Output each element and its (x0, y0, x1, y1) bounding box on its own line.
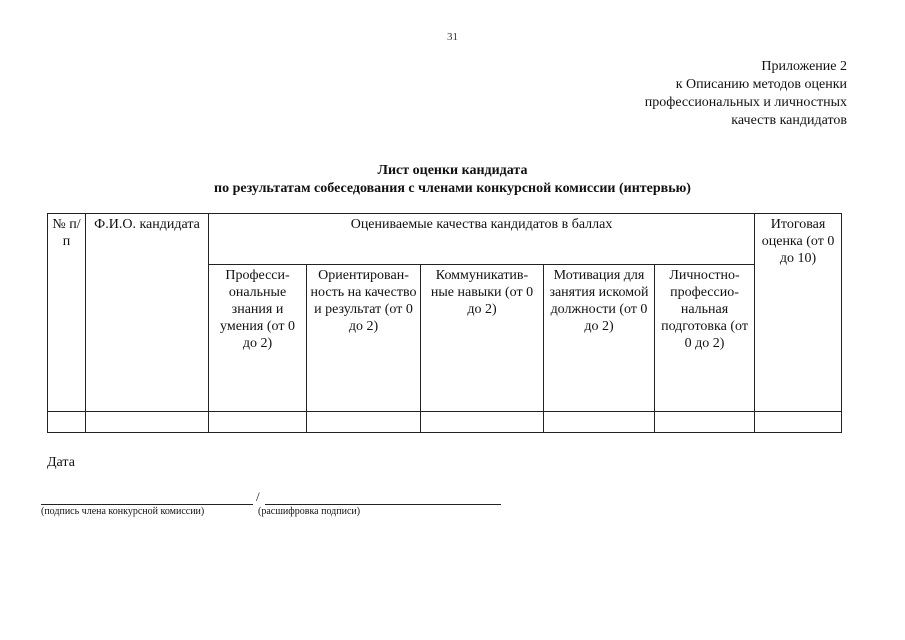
appendix-line: профессиональных и личностных (644, 95, 847, 110)
table-cell[interactable] (48, 412, 86, 433)
header-professional-knowledge: Професси- ональные знания и умения (от 0 до 2) (209, 265, 307, 412)
title-line-2: по результатам собеседования с членами конкурсной комиссии (интервью) (214, 181, 691, 196)
evaluation-table (47, 213, 842, 433)
decoding-caption: (расшифровка подписи) (258, 506, 361, 517)
appendix-line: Приложение 2 (761, 59, 847, 74)
appendix-line: качеств кандидатов (731, 113, 847, 128)
appendix-header (645, 58, 847, 130)
header-personal-professional-training: Личностно- профессио- нальная подготовка (от 0 до 2) (655, 265, 755, 412)
table-row (48, 412, 842, 433)
page-number: 31 (447, 31, 458, 43)
header-communication-skills: Коммуникатив- ные навыки (от 0 до 2) (421, 265, 544, 412)
table-cell[interactable] (307, 412, 421, 433)
table-cell[interactable] (209, 412, 307, 433)
header-quality-orientation: Ориентирован- ность на качество и результат (от 0 до 2) (307, 265, 421, 412)
signature-caption: (подпись члена конкурсной комиссии) (41, 506, 205, 517)
table-cell[interactable] (544, 412, 655, 433)
header-motivation: Мотивация для занятия искомой должности (от 0 до 2) (544, 265, 655, 412)
table-cell[interactable] (86, 412, 209, 433)
signature-separator: / (256, 489, 260, 504)
table-cell[interactable] (655, 412, 755, 433)
table-cell[interactable] (421, 412, 544, 433)
decoding-line[interactable] (265, 504, 501, 505)
header-number: № п/п (48, 214, 86, 412)
title-line-1: Лист оценки кандидата (377, 163, 528, 178)
header-candidate-name: Ф.И.О. кандидата (86, 214, 209, 412)
header-total-score: Итоговая оценка (от 0 до 10) (755, 214, 842, 412)
table-cell[interactable] (755, 412, 842, 433)
header-qualities-group: Оцениваемые качества кандидатов в баллах (209, 214, 755, 265)
date-label: Дата (47, 455, 75, 470)
signature-line[interactable] (41, 504, 253, 505)
appendix-line: к Описанию методов оценки (675, 77, 847, 92)
document-title (0, 162, 905, 198)
